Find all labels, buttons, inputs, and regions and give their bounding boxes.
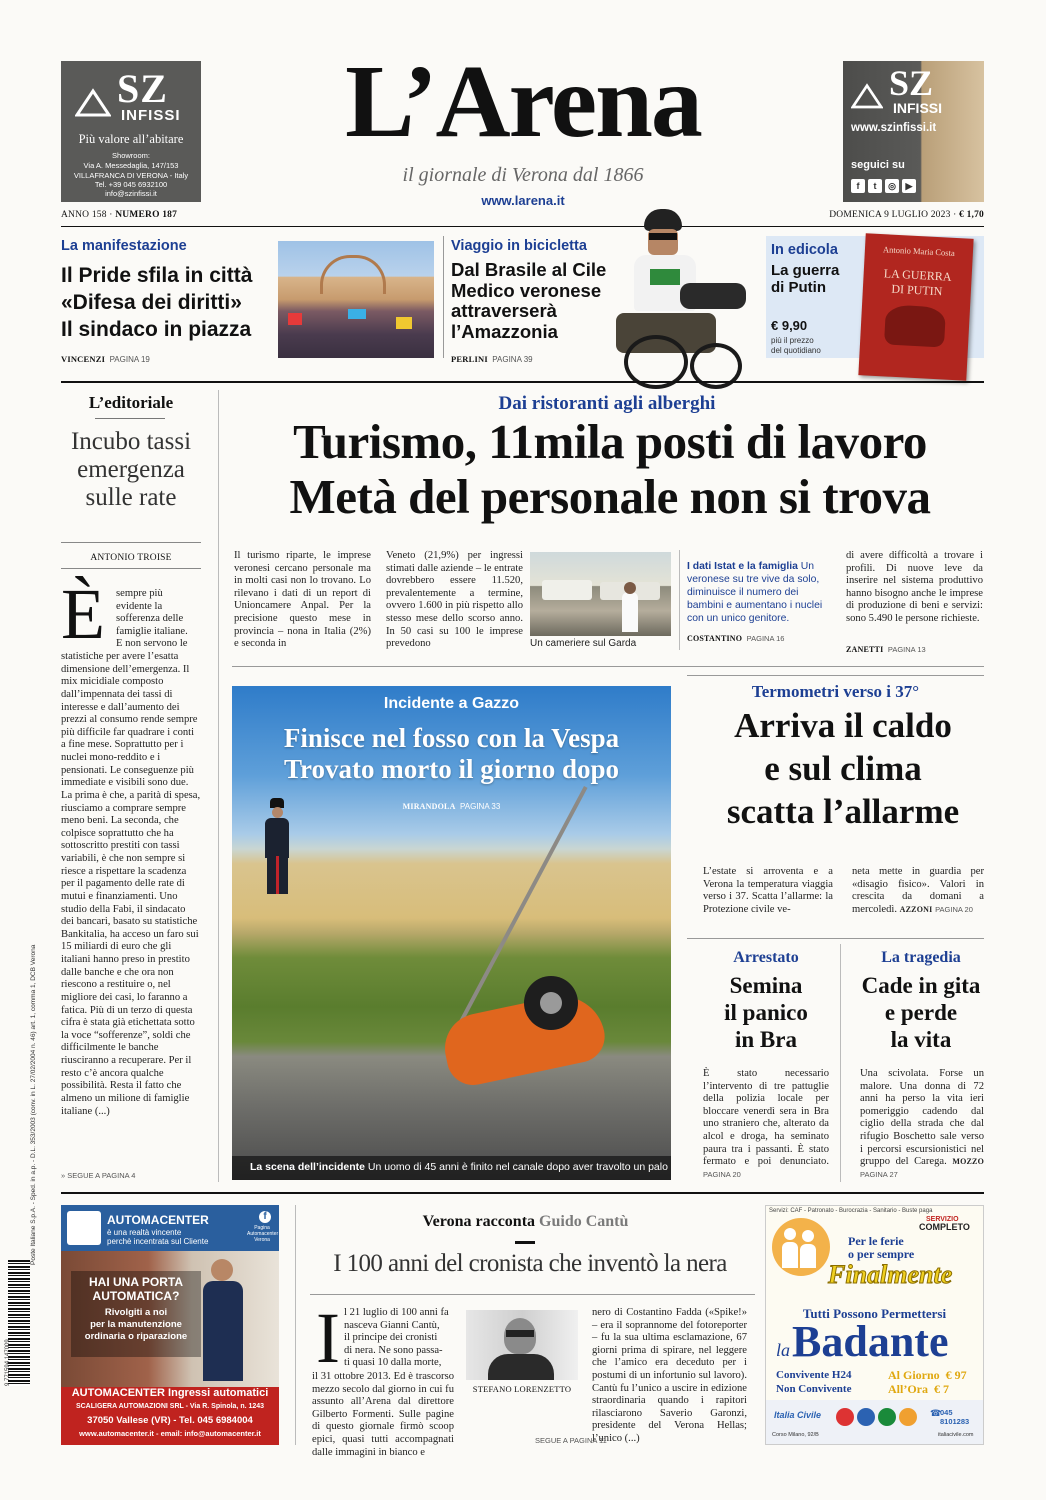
main-side-text: Un veronese su tre vive da solo, diminuisce il numero dei bambini e aumentano i nuclei con un unico genitore. [687,561,823,624]
automacenter-fb-text [247,1225,277,1243]
automacenter-logo-icon [67,1211,101,1245]
caldo-col1: L’estate si arroventa e a Verona la temperatura viaggia verso i 37. Scatta l’allarme: la Protezione civile ve- [703,866,833,915]
editoriale-title[interactable] [58,428,204,512]
editoriale-dropcap: È [61,574,105,654]
top3-price: € 9,90 [771,318,808,333]
badante-price2: All’Ora € 7 [888,1382,949,1396]
cantu-intro-line: l 21 luglio di 100 anni fa [344,1307,449,1318]
cantu-kicker [296,1213,755,1231]
cantu-kicker-b: Guido Cantù [539,1213,629,1230]
facebook-icon[interactable]: f [851,179,865,193]
top1-kicker: La manifestazione [61,238,187,254]
editoriale-label: L’editoriale [88,393,174,412]
editoriale-intro-line: sempre più [116,588,163,599]
automacenter-question-line: HAI UNA PORTA [89,1275,183,1289]
cantu-intro [344,1307,454,1370]
bottom-section-rule [61,1192,984,1194]
arrestato-headline-line: Semina [729,973,803,998]
arrestato-headline-line: il panico [724,1000,808,1025]
badante-phone[interactable]: 045 8101283 [940,1408,970,1426]
top2-headline-line: l’Amazzonia [451,320,558,342]
issue-number: NUMERO 187 [115,210,178,220]
arrestato-headline-line: in Bra [735,1027,797,1052]
main-side[interactable] [687,560,837,625]
arrestato-kicker: Arrestato [733,949,799,966]
issue-info: ANNO 158 · NUMERO 187 [61,210,178,220]
main-col4: di avere difficoltà a trovare i profili. Di nuove leve da inserire nel sistema produttivo hanno bisogno anche le imprese di produzione di beni e servizi: sono 5.490 le persone richieste. [846,550,983,624]
sz-house-icon-right [851,73,883,109]
cantu-intro-line: il principe dei cronisti [344,1332,438,1344]
main-side-author: COSTANTINO [687,634,743,643]
price: € 1,70 [959,210,984,220]
sz-house-icon [75,77,111,117]
elderly-couple-icon [772,1218,830,1276]
badante-address: Corso Milano, 92/B [772,1432,819,1438]
vespa-headline [232,723,671,785]
date: DOMENICA 9 LUGLIO 2023 [829,210,951,220]
barcode-number: 9 771594 147009 [5,1339,11,1386]
automacenter-offer-line: ordinaria o riparazione [84,1331,188,1342]
automacenter-footer4[interactable]: www.automacenter.it - email: info@automacenter.it [79,1429,261,1438]
book-cover [858,233,973,380]
main-col1: Il turismo riparte, le imprese veronesi cercano personale ma in molti casi non lo trovano. Lo rilevano i dati di un report di Unioncamere Anpal. Per la precisione questo mese in provincia – nona in Italia (2%) e seconda in [234,550,371,650]
cantu-continue[interactable]: SEGUE A PAGINA 11 [535,1436,607,1445]
badante-top: Servizi: CAF - Patronato - Burocrazia - Sanitario - Buste paga [769,1208,933,1214]
main-col4-byline [846,639,926,657]
editoriale-intro-line: famiglie italiane. [116,625,188,637]
arrestato-page: PAGINA 20 [703,1169,741,1179]
cantu-intro-line: ti quasi 10 dalla morte, [344,1357,442,1369]
tragedia-text [860,1068,984,1181]
top2-headline-line: Dal Brasile al Cile [451,259,607,280]
vespa-caption-bold: La scena dell’incidente [250,1161,365,1173]
cantu-intro-line: nasceva Gianni Cantù, [344,1319,440,1331]
automacenter-question-line: AUTOMATICA? [92,1289,180,1303]
badante-line1: Per le ferie [848,1234,904,1248]
automacenter-fb-line: Verona [254,1237,270,1243]
caldo-headline[interactable] [687,704,999,833]
sz-phone: Tel. +39 045 6932100 [94,180,168,189]
postal-note: Poste Italiane S.p.A. - Sped. in a.p. - D.L. 353/2003 (conv. in L. 27/02/2004 n. 46) art. 1, comma 1, DCB Verona [30,944,37,1265]
instagram-icon[interactable]: ◎ [885,179,899,193]
automacenter-tagline: perchè incentrata sul Cliente [107,1237,209,1246]
issue-year: ANNO 158 [61,210,107,220]
caldo-headline-line: e sul clima [764,749,922,788]
editoriale-continue[interactable]: » SEGUE A PAGINA 4 [61,1171,136,1180]
top3-kicker: In edicola [771,242,838,258]
top1-headline-line: Il sindaco in piazza [61,318,252,341]
editoriale-author: ANTONIO TROISE [90,553,172,563]
tragedia-headline-line: la vita [890,1027,952,1052]
cantu-photo-author: STEFANO LORENZETTO [472,1384,572,1394]
twitter-icon[interactable]: t [868,179,882,193]
sz-logo-right [851,65,961,117]
sz-address1: Via A. Messedaglia, 147/153 [83,161,179,170]
caldo-bottom-rule [687,938,984,939]
vespa-byline [232,796,671,814]
cantu-dropcap: I [316,1298,340,1378]
main-col2: Veneto (21,9%) per ingressi stimati dalle aziende – le entrate dovrebbero essere 11.520, prevalentemente a termine, ovvero 1.600 in più rispetto allo stesso mese dello scorso anno. In 50 casi su 100 le imprese prevedono [386,550,523,650]
badante-word: Badante [792,1317,949,1366]
main-kicker: Dai ristoranti agli alberghi [498,393,716,414]
arrestato-headline[interactable] [703,972,829,1053]
top2-kicker: Viaggio in bicicletta [451,238,587,254]
garda-caption: Un cameriere sul Garda [530,638,637,649]
sz-url[interactable]: www.szinfissi.it [851,122,937,134]
caldo-headline-line: scatta l’allarme [726,792,960,831]
book-title-line: LA GUERRA [883,266,952,284]
editoriale-title-line: emergenza [77,456,185,483]
automacenter-fb-line: Pagina [254,1225,270,1231]
tragedia-author: MOZZO [952,1157,984,1167]
caldo-page: PAGINA 20 [935,904,973,914]
top1-headline-line: Il Pride sfila in città [61,264,253,287]
sz-showroom-label: Showroom: [112,151,150,160]
main-side-byline [687,628,784,646]
main-headline[interactable] [230,414,990,524]
tragedia-headline[interactable] [852,972,990,1053]
automacenter-tagline: è una realtà vincente [107,1228,182,1237]
vespa-kicker: Incidente a Gazzo [383,695,520,712]
top1-byline [61,349,150,367]
ad-sz-infissi-right[interactable] [843,61,984,202]
vespa-author: MIRANDOLA [402,802,456,811]
top2-headline-line: attraverserà [451,300,557,321]
top3-title [771,262,839,296]
editoriale-title-line: Incubo tassi [70,428,192,455]
vespa-caption-text: Un uomo di 45 anni è finito nel canale dopo aver travolto un palo [367,1161,668,1173]
top2-headline-line: Medico veronese [451,279,602,301]
top2-headline[interactable] [451,260,606,342]
main-side-kicker: I dati Istat e la famiglia [687,561,798,572]
cantu-col2: nero di Costantino Fadda («Spike!» – era il soprannome del fotoreporter – fu la sua ultima esclamazione, 67 giorni prima di spirare, nel leggere che l’amico era deceduto per i postumi di un infortunio sul lavoro). Cantù fu l’unico a uscire in edizione straordinaria quando i rapitori rilasciarono Saverio Garonzi, presidente del Verona Hellas; l’unico (...) [592,1307,747,1444]
top1-author: VINCENZI [61,354,106,364]
automacenter-footer2: SCALIGERA AUTOMAZIONI SRL - Via R. Spinola, n. 1243 [75,1403,265,1410]
book-title-line: DI PUTIN [891,281,943,299]
masthead-title: L’Arena [345,44,701,159]
cantu-left-divider [295,1205,296,1445]
tragedia-text-body: Una scivolata. Forse un malore. Una donna di 72 anni ha perso la vita ieri pomeriggio cadendo dal ciglio della strada che dal rifugio Boschetto sale verso i percorsi escursionistici nel gruppo del Carega. [860,1068,984,1168]
main-side-divider [679,550,680,650]
editoriale-author-rule-2 [61,568,201,569]
tragedia-kicker: La tragedia [881,949,961,966]
vespa-page: PAGINA 33 [460,802,501,811]
cantu-headline-rule [310,1294,755,1295]
sz-brand-small: INFISSI [121,107,181,124]
sz-brand-right: SZ [889,63,934,103]
sz-email: info@szinfissi.it [105,189,157,198]
editoriale-intro-line: E non servono le [116,638,188,650]
sz-tagline: Più valore all’abitare [78,132,184,146]
badante-completo: COMPLETO [919,1222,970,1232]
main-side-page: PAGINA 16 [746,634,785,643]
badante-finalmente: Finalmente [828,1260,953,1289]
badante-servizio: SERVIZIO [926,1216,959,1223]
caldo-col2-text: neta mette in guardia per «disagio fisico». Valori in crescita da domani a mercoledì. [852,866,984,915]
cantu-col1: il 31 ottobre 2013. Ed è trascorso mezzo secolo dal giorno in cui fu assunto all’Arena dal direttore Gilberto Formenti. Sulle pagine di questo giornale firmò scoop epici, quasi tutti accompagnati dalle immagini in bianco e [312,1371,454,1458]
sz-logo [75,66,189,124]
badante-line3: Tutti Possono Permettersi [802,1306,947,1321]
top1-headline[interactable] [61,262,252,343]
main-col4-page: PAGINA 13 [887,645,926,654]
sz-brand-small-right: INFISSI [893,100,943,116]
editoriale-title-line: sulle rate [85,484,177,511]
ad-sz-infissi-left[interactable] [61,61,201,202]
cyclist-photo [604,203,754,381]
automacenter-offer-line: per la manutenzione [90,1319,182,1330]
main-bottom-rule [232,666,984,667]
top2-page: PAGINA 39 [492,355,533,364]
cantu-kicker-rule [515,1241,535,1244]
automacenter-brand: AUTOMACENTER [107,1213,209,1227]
caldo-col2 [852,866,984,916]
vespa-headline-line: Trovato morto il giorno dopo [284,754,619,784]
editoriale-author-rule [61,542,201,543]
sz-brand: SZ [117,66,168,111]
top2-author: PERLINI [451,354,488,364]
automacenter-question [71,1275,201,1303]
tragedia-headline-line: Cade in gita [861,973,981,998]
top3-note-line: del quotidiano [771,346,821,355]
main-col4-author: ZANETTI [846,645,884,654]
caldo-kicker: Termometri verso i 37° [751,682,920,701]
arrestato-text-body: È stato necessario l’intervento di tre pattuglie della polizia locale per bloccare venerdì sera in Bra uno straniero che, alterato da alcol e droga, ha seminato paura tra i passanti. È stato fermato e poi denunciato. [703,1068,829,1168]
top3-title-line: di Putin [771,279,826,296]
arrestato-divider [840,944,841,1182]
vespa-headline-line: Finisce nel fosso con la Vespa [283,723,620,753]
issue-date: DOMENICA 9 LUGLIO 2023 · € 1,70 [829,210,984,220]
editoriale-intro [116,588,201,651]
top3-note-line: più il prezzo [771,336,814,345]
editoriale-intro-line: sofferenza delle [116,613,184,625]
ad-badante[interactable] [765,1205,984,1445]
editoriale-text: statistiche per avere l’esatta dimensione dell’emergenza. Il mix micidiale composto dall’impennata dei tassi di interesse e dall’aumento dei prezzi al consumo rende sempre più difficile far quadrare i conti a fine mese. Soprattutto per i nuclei mono-reddito e i pensionati. Le conseguenze più immediate e visibili sono due. La prima è che, a parità di spesa, riusciamo a comprare sempre meno beni. La seconda, che colpisce soprattutto che ha sottoscritto prestiti con tassi variabili, è che non sempre si riesce a rispettare la scadenza per il pagamento delle rate di mutui e finanziamenti. Uno studio della Fabi, il sindacato dei bancari, basato su statistiche Bankitalia, ha acceso un faro sui 15 miliardi di euro che gli italiani hanno preso in prestito dalle banche e che ora non riescono a restituire o, nel migliore dei casi, lo faranno a fatica. Più di un terzo di questa cifra è stata già etichettata sotto la voce “sofferenze”, soldi che difficilmente le banche riusciranno a recuperare. Per il resto c’è ancora qualche possibilità. Resta il fatto che almeno un milione di famiglie italiane (...) [61,651,201,1117]
top-divider-1 [443,236,444,358]
top2-byline [451,349,533,367]
youtube-icon[interactable]: ▶ [902,179,916,193]
cantu-portrait [466,1310,578,1380]
badante-brand-logo: Italia Civile [774,1410,822,1420]
automacenter-footer3: 37050 Vallese (VR) - Tel. 045 6984004 [87,1415,253,1426]
ad-automacenter[interactable] [61,1205,279,1445]
main-headline-line: Turismo, 11mila posti di lavoro [293,414,927,469]
badante-line2: o per sempre [848,1247,915,1261]
badante-badges [836,1408,926,1428]
tragedia-page: PAGINA 27 [860,1169,898,1179]
top3-title-line: La guerra [771,262,840,279]
automacenter-fb-line: Automacenter [247,1231,279,1237]
cantu-headline[interactable]: I 100 anni del cronista che inventò la nera [333,1250,727,1277]
badante-la: la [776,1340,791,1360]
caldo-headline-line: Arriva il caldo [734,706,952,745]
arrestato-text [703,1068,829,1181]
barcode [8,1260,30,1386]
caldo-author: AZZONI [899,904,933,914]
book-author: Antonio Maria Costa [882,244,956,258]
editoriale-intro-line: evidente la [116,600,163,612]
top-strip-rule [61,381,984,383]
pride-photo [278,241,434,358]
automacenter-footer1: AUTOMACENTER Ingressi automatici [71,1387,269,1399]
sz-social-icons [851,176,919,194]
tragedia-headline-line: e perde [884,1000,958,1025]
phone-icon: ☎ [930,1408,942,1418]
top1-headline-line: «Difesa dei diritti» [61,291,242,314]
editoriale-divider [218,390,219,1182]
garda-photo [530,552,671,636]
sz-address2: VILLAFRANCA DI VERONA - Italy [73,171,189,180]
masthead-rule [61,226,984,227]
vespa-caption [250,1161,668,1173]
automacenter-offer [71,1307,201,1343]
cantu-kicker-a: Verona racconta [422,1213,536,1230]
badante-price1: Al Giorno € 97 [888,1368,967,1382]
sz-follow: seguici su [851,159,905,171]
main-headline-line: Metà del personale non si trova [289,469,931,524]
badante-site[interactable]: italiacivile.com [938,1432,974,1438]
masthead-subtitle: il giornale di Verona dal 1866 [402,164,644,186]
top3-note [771,336,821,356]
editoriale-label-rule [95,418,165,419]
badante-conv2: Non Convivente [776,1383,852,1395]
caldo-top-rule [687,675,984,676]
top1-page: PAGINA 19 [109,355,150,364]
badante-conv1: Convivente H24 [776,1369,852,1381]
automacenter-offer-line: Rivolgiti a noi [104,1307,168,1318]
cantu-intro-line: di nera. Ne sono passa- [344,1344,443,1356]
facebook-icon[interactable]: f [259,1211,271,1223]
masthead-url[interactable]: www.larena.it [481,193,565,208]
